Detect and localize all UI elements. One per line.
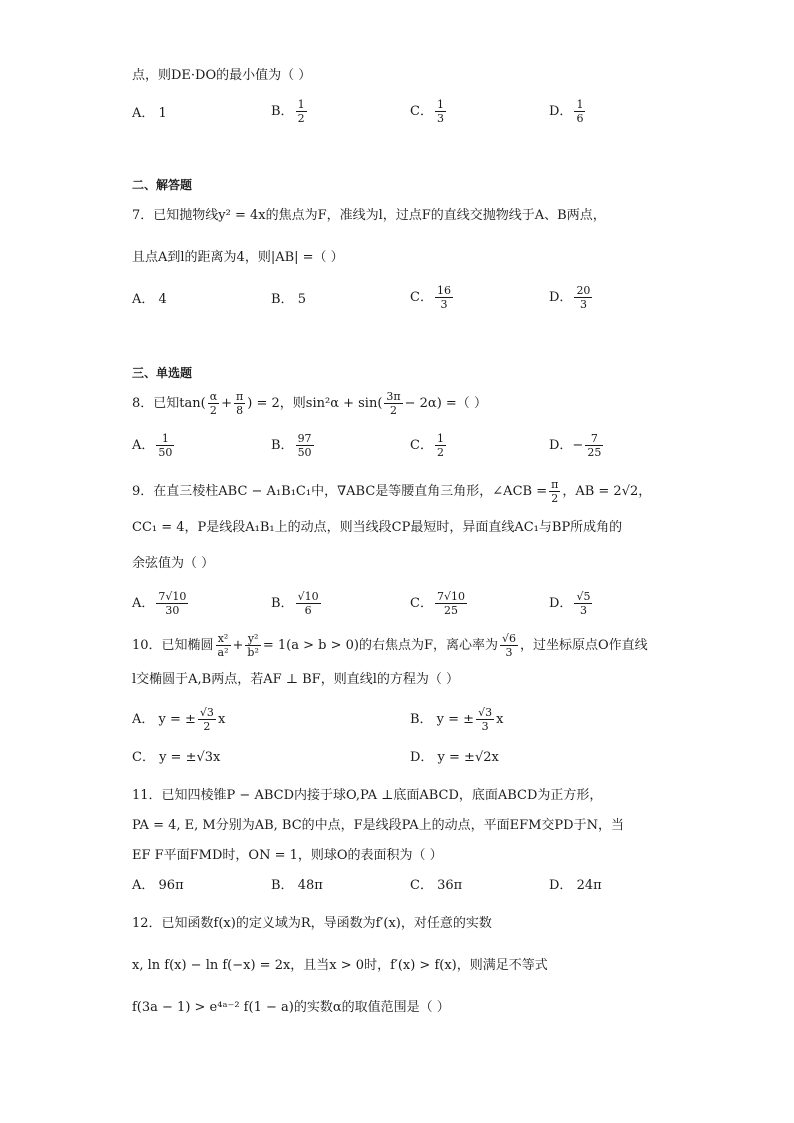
fraction: $\frac{\text{x²}}{\text{a²}}$ (217, 632, 229, 659)
fraction: $\frac{√3}{3}$ (478, 706, 493, 733)
q11-line3: EF F平面FMD时，ON = 1，则球O的表面积为（ ） (132, 848, 443, 863)
q8-option-d: D．− $\frac{7}{25}$ (549, 432, 602, 459)
fraction: $\frac{√3}{2}$ (199, 706, 214, 733)
q9-option-c: C． $\frac{7√10}{25}$ (410, 590, 465, 617)
q11-option-d: D． 24π (549, 878, 602, 893)
section-heading: 三、单选题 (132, 366, 193, 380)
q10-option-c: C． y = ±√3x (132, 750, 221, 765)
q8-option-c: C． $\frac{1}{2}$ (410, 432, 444, 459)
q7-line2: 且点A到l的距离为4，则|AB| =（ ） (132, 250, 344, 265)
fraction: $\frac{√10}{6}$ (297, 590, 319, 617)
q11-line2: PA = 4, E, M分别为AB, BC的中点，F是线段PA上的动点，平面EFM交PD于N，当 (132, 818, 624, 833)
q12-line2: x, ln f(x) − ln f(−x) = 2x，且当x > 0时，f′(x) > f(x)，则满足不等式 (132, 958, 548, 973)
q9-line2: CC₁ = 4，P是线段A₁B₁上的动点，则当线段CP最短时，异面直线AC₁与BP所成角的 (132, 520, 623, 535)
q6-option-c: C． $\frac{1}{3}$ (410, 98, 444, 125)
q9-line3: 余弦值为（ ） (132, 556, 215, 571)
q7-option-b: B． 5 (271, 292, 306, 307)
q9-option-d: D． $\frac{√5}{3}$ (549, 590, 591, 617)
fraction: $\frac{16}{3}$ (436, 284, 451, 311)
fraction: $\frac{1}{6}$ (576, 98, 584, 125)
q11-option-a: A． 96π (132, 878, 184, 893)
q7-option-a: A． 4 (132, 292, 167, 307)
fraction: $\frac{\pi}{2}$ (551, 478, 559, 505)
fraction: $\frac{7√10}{25}$ (436, 590, 465, 617)
q10-option-a: A． y = ± $\frac{√3}{2}$ x (132, 706, 226, 733)
q11-line1: 11．已知四棱锥P − ABCD内接于球O,PA ⊥底面ABCD，底面ABCD为正方形， (132, 788, 603, 803)
q7-line1: 7．已知抛物线y² = 4x的焦点为F，准线为l，过点F的直线交抛物线于A、B两点， (132, 208, 606, 223)
fraction: $\frac{√6}{3}$ (502, 632, 517, 659)
fraction: $\frac{\pi}{8}$ (236, 390, 244, 417)
q10-line1: 10．已知椭圆 $\frac{\text{x²}}{\text{a²}}$ + $\frac{\text{y²}}{\text{b²}}$ = 1(a > b > 0)的右焦点为F，离心率为 $\frac{√6}{3}$ ，过坐标原点O作直线 (132, 632, 648, 659)
fraction: $\frac{\text{y²}}{\text{b²}}$ (247, 632, 259, 659)
q8-option-a: A． $\frac{1}{50}$ (132, 432, 173, 459)
q10-line2: l交椭圆于A,B两点，若AF ⊥ BF，则直线l的方程为（ ） (132, 672, 459, 687)
q6-option-b: B． $\frac{1}{2}$ (271, 98, 305, 125)
fraction: $\frac{20}{3}$ (576, 284, 591, 311)
fraction: $\frac{1}{3}$ (436, 98, 444, 125)
q8-stem: 8．已知tan( $\frac{\alpha}{2}$ + $\frac{\pi}{8}$ ) = 2，则sin²α + sin( $\frac{3\pi}{2}$ − 2α) =（ ） (132, 390, 487, 417)
q11-option-c: C． 36π (410, 878, 463, 893)
q9-option-b: B． $\frac{√10}{6}$ (271, 590, 319, 617)
q8-option-b: B． $\frac{97}{50}$ (271, 432, 312, 459)
fraction: $\frac{97}{50}$ (297, 432, 312, 459)
q7-option-d: D． $\frac{20}{3}$ (549, 284, 591, 311)
fraction: $\frac{1}{2}$ (297, 98, 305, 125)
q9-line1: 9．在直三棱柱ABC − A₁B₁C₁中，∇ABC是等腰直角三角形，∠ACB = $\frac{\pi}{2}$ ，AB = 2√2， (132, 478, 652, 505)
q11-option-b: B． 48π (271, 878, 323, 893)
q6-option-a: A． 1 (132, 106, 167, 121)
q9-option-a: A． $\frac{7√10}{30}$ (132, 590, 187, 617)
fraction: $\frac{7}{25}$ (587, 432, 602, 459)
section-heading: 二、解答题 (132, 178, 193, 192)
fraction: $\frac{3\pi}{2}$ (386, 390, 401, 417)
fraction: $\frac{7√10}{30}$ (158, 590, 187, 617)
q12-line3: f(3a − 1) > e⁴ᵃ⁻² f(1 − a)的实数α的取值范围是（ ） (132, 1000, 450, 1015)
q12-line1: 12．已知函数f(x)的定义域为R，导函数为f′(x)，对任意的实数 (132, 916, 492, 931)
fraction: $\frac{1}{50}$ (158, 432, 173, 459)
q6-stem: 点，则DE·DO的最小值为（ ） (132, 68, 312, 83)
fraction: $\frac{√5}{3}$ (576, 590, 591, 617)
fraction: $\frac{1}{2}$ (436, 432, 444, 459)
q10-option-b: B． y = ± $\frac{√3}{3}$ x (410, 706, 504, 733)
q6-option-d: D． $\frac{1}{6}$ (549, 98, 584, 125)
q10-option-d: D． y = ±√2x (410, 750, 499, 765)
fraction: $\frac{\alpha}{2}$ (209, 390, 218, 417)
q7-option-c: C． $\frac{16}{3}$ (410, 284, 451, 311)
